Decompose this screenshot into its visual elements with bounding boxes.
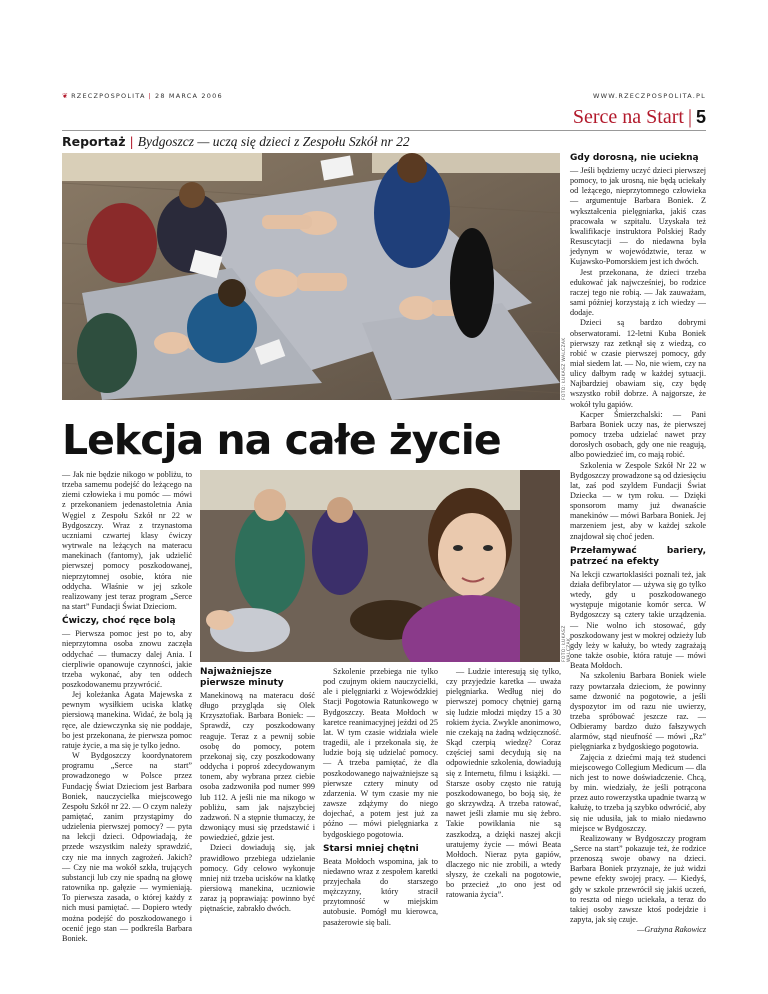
- section-separator: |: [687, 106, 692, 128]
- photo-credit-2: FOTO: ŁUKASZ WALCZAK: [562, 625, 572, 662]
- girl-photo: [200, 470, 560, 662]
- article-column-3: [323, 667, 438, 928]
- article-kicker: [62, 134, 410, 150]
- masthead-separator: |: [148, 92, 152, 100]
- paragraph: Jest przekonana, że dzieci trzeba edukować jak najwcześniej, bo rodzice raczej tego nie robią. — Jak zauważam, sami później korzystają z ich wiedzy — dodaje.: [570, 267, 706, 318]
- photo-credit-1: FOTO: ŁUKASZ WALCZAK: [562, 337, 567, 400]
- paragraph: Na lekcji czwartoklasiści poznali też, jak działa defibrylator — używa się go tylko wtedy, gdy u poszkodowanego występuje migotanie komór serca. W Bydgoszczy są cztery takie urządzenia. — Nie wolno ich stosować, gdy poszkodowany jest w mokrej odzieży lub gdy leży w kałuży, bo wtedy zagrażają one także osobie, która ratuje — mówi Beata Mołdoch.: [570, 569, 706, 671]
- section-header: [573, 106, 706, 128]
- subhead-4: Gdy dorosną, nie uciekną: [570, 153, 699, 163]
- article-lead: — Jak nie będzie nikogo w pobliżu, to trzeba samemu podejść do leżącego na ziemi człowieka i mu pomóc — mówi z przekonaniem jedenastoletnia Ania Węgiel z Zespołu Szkół nr 22 w Bydgoszczy. Wraz z trzynastoma uczniami czwartej klasy ćwiczy wytrwale na leżących na materacu manekinach (fantomy), jak udzielić pierwszej pomocy poszkodowanej, nieprzytomnej osobie, która nie oddycha. Właśnie w jej szkole realizowany jest teraz program „Serce na start” Fundacji Świat Dzieciom.: [62, 470, 192, 612]
- classroom-photo-image: [62, 153, 560, 400]
- paragraph: Dzieci dowiadują się, jak prawidłowo przebiega udzielanie pomocy. Gdy celowo wykonuje mniej niż trzeba ucisków na klatkę piersiową manekina, uczniowie zaraz ją poprawiają: powinno być piętnaście, zabrakło dwóch.: [200, 843, 315, 914]
- subhead-2: Najważniejsze pierwsze minuty: [200, 667, 284, 688]
- paragraph: Szkolenia w Zespole Szkół Nr 22 w Bydgoszczy prowadzone są od dziesięciu lat, zaś pod szyldem Fundacji Świat Dziecka — w tym roku. — Dzięki sponsorom mamy już dwanaście manekinów — mówi Barbara Boniek. Jej marzeniem jest, aby w każdej szkole znajdował się choć jeden.: [570, 460, 706, 541]
- article-headline: Lekcja na całe życie: [62, 416, 501, 464]
- kicker-subtitle: Bydgoszcz — uczą się dzieci z Zespołu Szkół nr 22: [137, 134, 410, 149]
- paragraph: — Jeśli będziemy uczyć dzieci pierwszej pomocy, to jak urosną, nie będą uciekały od leżącego, nieprzytomnego człowieka — argumentuje Barbara Boniek. Z wykształcenia pielęgniarka, jakiś czas pracowała w szpitalu. Uzyskała też kwalifikacje instruktora Polskiej Rady Resuscytacji — do niedawna była jedynym w województwie, teraz w Kujawsko-Pomorskiem jest ich dwóch.: [570, 166, 706, 267]
- kicker-separator: |: [129, 134, 134, 149]
- logo-icon: ❦: [62, 92, 70, 100]
- girl-photo-image: [200, 470, 560, 662]
- paragraph: Zajęcia z dziećmi mają też studenci miejscowego Collegium Medicum — dla nich jest to nowe doświadczenie. Chcą, by min. wiedziały, że jeśli potrącona przez auto rowerzystka upadnie twarzą w kałużę, to trzeba ją szybko odwrócić, aby się nie udusiła, jak to miało niedawno miejsce w Bydgoszczy.: [570, 752, 706, 833]
- paragraph: Na szkoleniu Barbara Boniek wiele razy powtarzała dzieciom, że powinny same dzwonić na pogotowie, a jeśli dyspozytor im od razu nie uwierzy, trzeba spróbować jeszcze raz. — Odbieramy bardzo dużo fałszywych alarmów, stąd nieufność — mówi „Rz” pielęgniarka z bydgoskiego pogotowia.: [570, 671, 706, 752]
- masthead-left: [62, 92, 223, 100]
- article-column-1: [62, 470, 192, 944]
- article-column-4: [446, 667, 561, 901]
- subhead-1: Ćwiczy, choć ręce bolą: [62, 616, 176, 627]
- paragraph: Beata Mołdoch wspomina, jak to niedawno wraz z zespołem karetki przyjechała do starszego mężczyzny, który stracił przytomność w miejskim autobusie. Pomógł mu kierowca, pasażerowie się bali.: [323, 856, 438, 927]
- subhead-3: Starsi mniej chętni: [323, 843, 419, 854]
- classroom-photo: [62, 153, 560, 400]
- paper-name: RZECZPOSPOLITA: [71, 92, 146, 100]
- paragraph: W Bydgoszczy koordynatorem programu „Serce na start” prowadzonego w Polsce przez Fundację Świat Dzieciom jest Barbara Boniek, nauczycielka miejscowego Zespołu Szkół nr 22. — O czym należy pamiętać, zanim przystąpimy do udzielenia pierwszej pomocy? — pyta na lekcji dzieci. Odpowiadają, że przede wszystkim należy sprawdzić, czy nie ma innych zagrożeń. Jakich? — Czy nie ma wokół szkła, trujących substancji lub czy nie spadną na głowę ratownika np. gałęzie — wymieniają. To pierwsza zasada, o której każdy z nich musi pamiętać. — Dopiero wtedy można podejść do poszkodowanego i ocenić jego stan — podkreśla Barbara Boniek.: [62, 751, 192, 943]
- section-name: Serce na Start: [572, 106, 684, 128]
- paragraph: Kacper Śmierzchalski: — Pani Barbara Boniek uczy nas, że pierwszej pomocy trzeba udzielać nawet przy dorosłych osobach, gdy one nie reagują, albo powiedzieć im, co mają robić.: [570, 409, 706, 460]
- paragraph: Dzieci są bardzo dobrymi obserwatorami. 12-letni Kuba Boniek pierwszy raz zetknął się z wiedzą, co robić w czasie pierwszej pomocy, gdy miał siedem lat. — No, nie wiem, czy na ulicy dałbym radę w każdej sytuacji. Najbardziej obawiam się, czy będę wszystko robił dobrze. A najgorsze, że wokół tylu gapiów.: [570, 318, 706, 409]
- paragraph: — Pierwsza pomoc jest po to, aby nieprzytomna osoba znowu zaczęła oddychać — tłumaczy dalej Ania. I cierpliwie opanowuje czynności, jakie trzeba wykonać, aby ten oddech poszkodowanemu przywrócić.: [62, 629, 192, 689]
- paragraph: — Ludzie interesują się tylko, czy przyjedzie karetka — uważa pielęgniarka. Według niej do pierwszej pomocy chętniej garną się ludzie młodzi między 15 a 30 rokiem życia. Zwykle anonimowo, nie czekają na żadną wdzięczność. Skąd czerpią wiedzę? Coraz częściej sami decydują się na odpowiednie szkolenia, dowiadują się z Internetu, filmu i książki. — Starsze osoby często nie ratują poszkodowanego, bo boją się, że go skrzywdzą. A trzeba ratować, nawet jeśli złamie mu się żebro. Takie powikłania nie są zaszkodzą, a dzięki naszej akcji uratujemy życie — mówi Beata Mołdoch. Nieraz pyta gapiów, dlaczego nic nie zrobili, a wtedy słyszy, że czekali na pogotowie, bo przecież „to ono jest od ratowania życia”.: [446, 667, 561, 900]
- author-signature: —Grażyna Rakowicz: [637, 925, 706, 935]
- paragraph: Manekinową na materacu dość długo przygląda się Olek Krzysztofiak. Barbara Boniek: — Sprawdź, czy poszkodowany reaguje. Teraz z a pewnij sobie osobę do pomocy, potem przekonaj się, czy poszkodowany oddycha i poproś zdecydowanym tonem, aby wybrana przez ciebie osoba zadzwoniła pod numer 999 lub 112. A jeśli nie ma nikogo w pobliżu, sam jak najszybciej zadzwoń. N a stępnie tłumaczy, że dzwoniący musi się przedstawić i powiedzieć, gdzie jest.: [200, 691, 315, 843]
- page-number: 5: [695, 107, 706, 127]
- issue-date: 28 MARCA 2006: [155, 92, 223, 100]
- paragraph: Realizowany w Bydgoszczy program „Serce na start” pokazuje też, że rodzice przenoszą swoje obawy na dzieci. Barbara Boniek przyznaje, że już widzi pewne efekty swojej pracy. — Kiedyś, gdy w szkole przewrócił się jakiś uczeń, to reszta od niego uciekała, a teraz do takiej osoby zawsze ktoś podejdzie i zapyta, jak się czuje.: [570, 833, 706, 925]
- article-column-2: [200, 667, 315, 914]
- paragraph: Szkolenie przebiega nie tylko pod czujnym okiem nauczycielki, ale i pielęgniarki z Wojewódzkiej Stacji Pogotowia Ratunkowego w Bydgoszczy. Beata Mołdoch w karetce reanimacyjnej jeździ od 25 lat. W tym czasie widziała wiele tragedii, ale i przekonała się, że ludzie boją się udzielać pomocy. — A trzeba pamiętać, że dla poszkodowanego najważniejsze są pierwsze cztery minuty od zdarzenia. W tym czasie my nie zawsze zdążymy do niego dojechać, a potem jest już za późno — mówi pielęgniarka z bydgoskiego pogotowia.: [323, 667, 438, 839]
- kicker-label: Reportaż: [62, 134, 126, 149]
- subhead-5: Przełamywać bariery, patrzeć na efekty: [570, 545, 706, 567]
- site-url: WWW.RZECZPOSPOLITA.PL: [592, 92, 706, 100]
- masthead-bar: [62, 92, 706, 104]
- paragraph: Jej koleżanka Agata Majewska z pewnym wysiłkiem uciska klatkę piersiową manekina. Widać, że bolą ją ręce, ale dziewczynka się nie poddaje, bo jest przekonana, że pierwsza pomoc ratuje życie, a ma się je tylko jedno.: [62, 690, 192, 750]
- header-rule: [62, 130, 706, 131]
- article-column-5: [570, 153, 706, 935]
